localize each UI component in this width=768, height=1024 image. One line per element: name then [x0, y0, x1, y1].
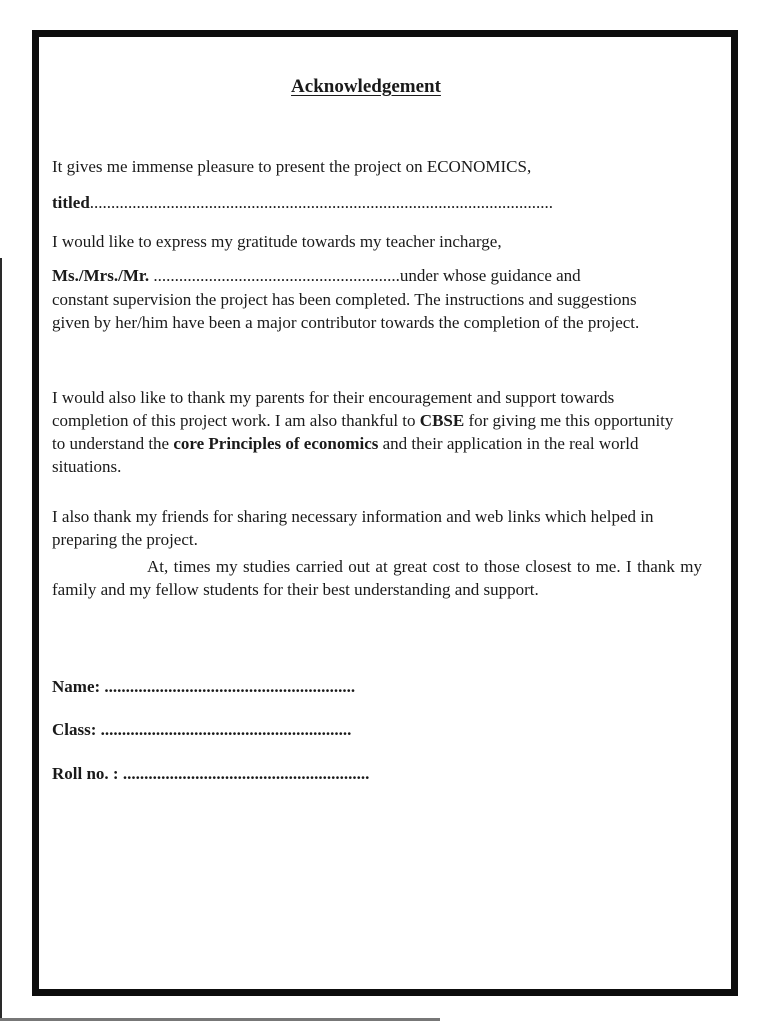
parents-text-3: and their application in the real world situations.: [52, 434, 639, 476]
name-field: [52, 677, 355, 697]
roll-no-field: [52, 764, 369, 784]
cbse-text: CBSE: [419, 411, 465, 430]
family-paragraph: At, times my studies carried out at great cost to those closest to me. I thank my family and my fellow students for their best understanding and support.: [52, 557, 702, 599]
teacher-continuation: constant supervision the project has been completed. The instructions and suggestions given by her/him have been a major contributor towards the completion of the project.: [52, 290, 640, 332]
teacher-rest: under whose guidance and: [399, 266, 581, 285]
parents-text: I would also like to thank my parents for their encouragement and support towards completion of this project work. I am also thankful to: [52, 388, 615, 430]
parents-text-2: for giving me this opportunity to understand the: [52, 411, 674, 453]
titled-line: [52, 193, 553, 213]
core-principles-text: core Principles of economics: [173, 434, 379, 453]
class-field: [52, 720, 351, 740]
friends-paragraph: I also thank my friends for sharing necessary information and web links which helped in preparing the project.: [52, 507, 654, 549]
name-blank: ...........................................................: [104, 677, 356, 696]
teacher-blank: ..........................................................: [153, 266, 400, 285]
titled-blank: .............................................................................................................: [89, 193, 554, 212]
name-label: Name:: [52, 677, 105, 696]
roll-no-label: Roll no. :: [52, 764, 123, 783]
teacher-label: Ms./Mrs./Mr.: [52, 266, 150, 285]
scan-edge-bottom: [0, 1018, 440, 1021]
class-label: Class:: [52, 720, 101, 739]
class-blank: ...........................................................: [100, 720, 352, 739]
intro-line: It gives me immense pleasure to present the project on ECONOMICS,: [52, 157, 532, 176]
parents-paragraph: [52, 386, 674, 478]
page-title: Acknowledgement: [291, 76, 441, 97]
titled-label: titled: [52, 193, 90, 212]
gratitude-line: I would like to express my gratitude towards my teacher incharge,: [52, 232, 502, 251]
teacher-line: [52, 266, 581, 286]
roll-no-blank: ..........................................................: [122, 764, 370, 783]
scan-edge: [0, 258, 2, 1018]
